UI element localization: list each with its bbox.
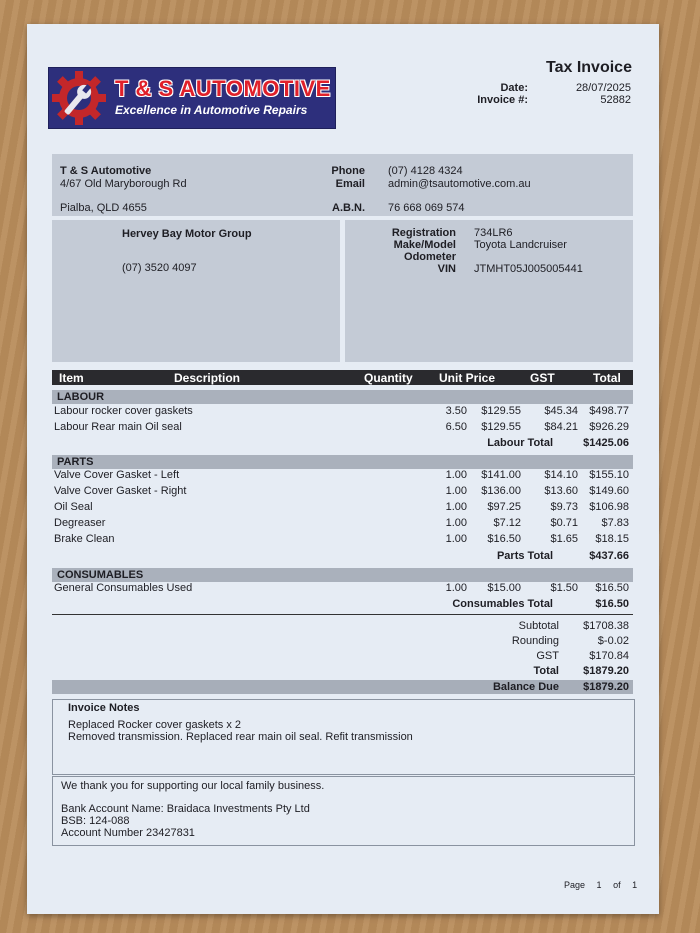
consumables-total-label: Consumables Total [452,598,553,610]
labour-total-value: $1425.06 [583,437,629,449]
page-indicator [564,880,637,890]
parts-total-value: $437.66 [589,550,629,562]
section-consumables [52,568,633,582]
balance-due-value: $1879.20 [583,681,629,693]
item-description: Degreaser [54,517,106,529]
item-description: General Consumables Used [54,582,193,594]
invoice-notes-line1: Replaced Rocker cover gaskets x 2 [68,719,242,731]
section-title: PARTS [57,456,94,468]
make-model-label: Make/Model [393,239,456,251]
item-unit-price: $141.00 [481,469,521,481]
line-items-header [52,370,633,385]
table-row [52,532,633,547]
item-gst: $9.73 [550,501,578,513]
item-description: Labour Rear main Oil seal [54,421,182,433]
item-total: $149.60 [589,485,629,497]
registration-label: Registration [391,227,456,239]
gst-value: $170.84 [589,650,629,662]
vin-label: VIN [437,263,456,275]
parts-total-label: Parts Total [496,550,553,562]
gst-label: GST [536,650,559,662]
section-labour [52,390,633,404]
email-label: Email [335,178,365,190]
summary-gst-row [52,649,633,664]
balance-due-bar [52,680,633,694]
column-unit-price: Unit Price [439,371,496,385]
column-total: Total [593,371,621,385]
table-row [52,420,633,435]
document-title: Tax Invoice [546,59,632,76]
page-total: 1 [632,880,638,890]
vehicle-make-model: Toyota Landcruiser [474,239,567,251]
brand-name: T & S AUTOMOTIVE [115,76,331,101]
bank-bsb: BSB: 124-088 [61,815,130,827]
item-total: $7.83 [601,517,629,529]
company-email: admin@tsautomotive.com.au [388,178,531,190]
item-quantity: 1.00 [445,501,467,513]
item-unit-price: $129.55 [481,405,521,417]
customer-name: Hervey Bay Motor Group [122,228,252,240]
summary-subtotal-row [52,619,633,634]
invoice-date: 28/07/2025 [575,82,631,94]
item-gst: $0.71 [550,517,578,529]
bank-account-number: Account Number 23427831 [61,827,195,839]
column-quantity: Quantity [364,371,413,385]
table-row [52,581,633,596]
table-row [52,500,633,515]
summary-total-row [52,664,633,679]
vehicle-vin: JTMHT05J005005441 [474,263,583,275]
column-gst: GST [530,371,555,385]
page-of: of [613,880,621,890]
page-label: Page [564,880,586,890]
section-title: CONSUMABLES [57,569,144,581]
totals-divider [52,614,633,615]
summary-rounding-row [52,634,633,649]
item-unit-price: $136.00 [481,485,521,497]
customer-phone: (07) 3520 4097 [122,262,197,274]
consumables-total-value: $16.50 [595,598,629,610]
item-total: $106.98 [589,501,629,513]
item-gst: $1.50 [550,582,578,594]
table-row [52,468,633,483]
phone-label: Phone [331,165,365,177]
item-unit-price: $129.55 [481,421,521,433]
brand-tagline: Excellence in Automotive Repairs [115,103,308,117]
item-description: Labour rocker cover gaskets [54,405,193,417]
table-row [52,404,633,419]
column-description: Description [174,371,241,385]
company-address-line1: 4/67 Old Maryborough Rd [60,178,187,190]
company-logo [48,67,336,129]
section-parts [52,455,633,469]
item-description: Brake Clean [54,533,115,545]
section-subtotal-row [52,436,633,451]
gear-wrench-icon [49,69,109,127]
item-total: $18.15 [595,533,629,545]
item-quantity: 3.50 [445,405,467,417]
subtotal-label: Subtotal [518,620,559,632]
thank-you-message: We thank you for supporting our local family business. [61,780,325,792]
invoice-notes-line2: Removed transmission. Replaced rear main oil seal. Refit transmission [68,731,413,743]
table-row [52,484,633,499]
section-subtotal-row [52,597,633,612]
rounding-label: Rounding [511,635,559,647]
rounding-value: $-0.02 [597,635,629,647]
item-unit-price: $16.50 [487,533,521,545]
odometer-label: Odometer [404,251,456,263]
item-quantity: 1.00 [445,469,467,481]
section-subtotal-row [52,549,633,564]
table-row [52,516,633,531]
invoice-number-label: Invoice #: [477,94,528,106]
invoice-number: 52882 [600,94,631,106]
item-quantity: 6.50 [445,421,467,433]
item-unit-price: $97.25 [487,501,521,513]
total-value: $1879.20 [583,665,629,677]
section-title: LABOUR [57,391,105,403]
item-gst: $84.21 [544,421,578,433]
item-unit-price: $15.00 [487,582,521,594]
item-total: $16.50 [595,582,629,594]
company-address-line2: Pialba, QLD 4655 [60,202,147,214]
item-quantity: 1.00 [445,582,467,594]
item-gst: $45.34 [544,405,578,417]
subtotal-value: $1708.38 [583,620,629,632]
vehicle-registration: 734LR6 [474,227,513,239]
item-gst: $13.60 [544,485,578,497]
item-quantity: 1.00 [445,533,467,545]
customer-panel [52,220,340,362]
item-quantity: 1.00 [445,517,467,529]
bank-account-name: Bank Account Name: Braidaca Investments Pty Ltd [61,803,310,815]
date-label: Date: [500,82,528,94]
abn-label: A.B.N. [332,202,365,214]
item-description: Valve Cover Gasket - Right [54,485,187,497]
item-description: Oil Seal [54,501,93,513]
item-total: $926.29 [589,421,629,433]
item-unit-price: $7.12 [493,517,521,529]
item-gst: $14.10 [544,469,578,481]
page-current: 1 [596,880,602,890]
invoice-notes-title: Invoice Notes [68,702,140,714]
item-total: $498.77 [589,405,629,417]
item-quantity: 1.00 [445,485,467,497]
item-description: Valve Cover Gasket - Left [54,469,180,481]
item-total: $155.10 [589,469,629,481]
company-name: T & S Automotive [60,165,152,177]
labour-total-label: Labour Total [487,437,553,449]
company-phone: (07) 4128 4324 [388,165,463,177]
balance-due-label: Balance Due [492,681,559,693]
column-item: Item [59,371,84,385]
total-label: Total [533,665,559,677]
company-abn: 76 668 069 574 [388,202,465,214]
item-gst: $1.65 [550,533,578,545]
